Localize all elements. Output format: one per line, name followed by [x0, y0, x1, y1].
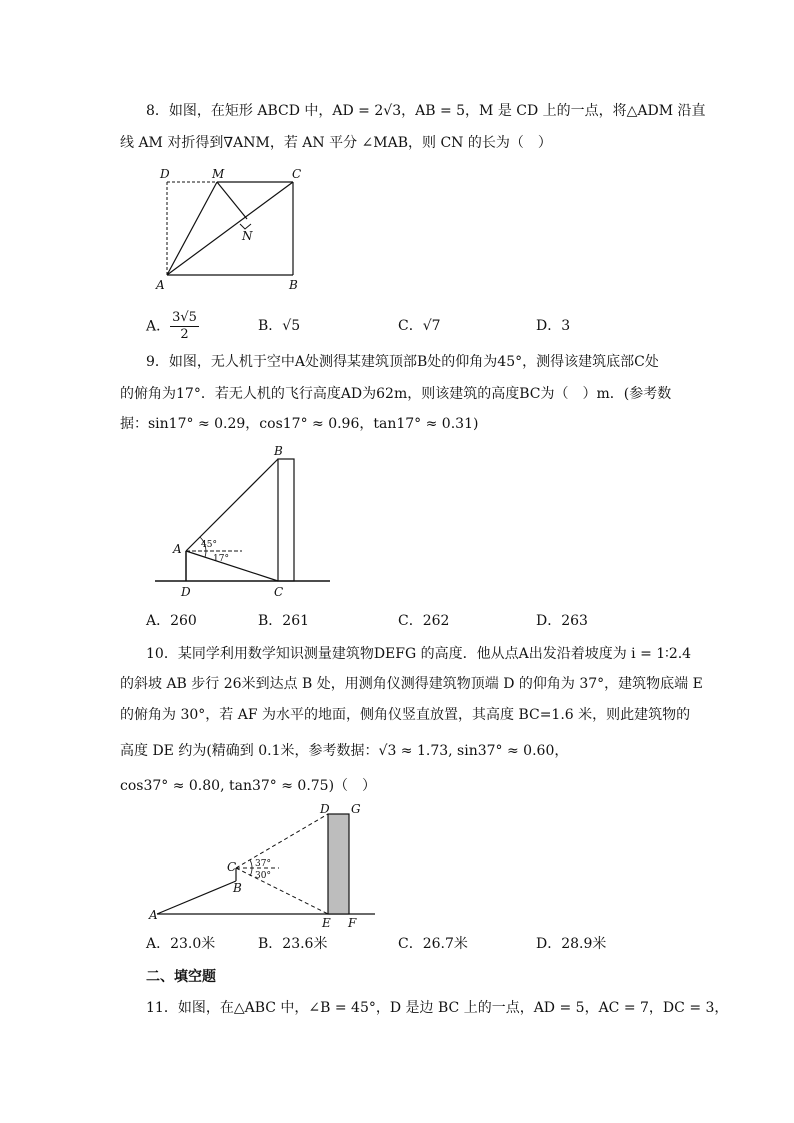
- q9-option-c: C．262: [398, 613, 450, 629]
- q9-line-2: 的俯角为17°．若无人机的飞行高度AD为62m，则该建筑的高度BC为（ ）m．(参考数: [120, 386, 672, 402]
- q10-figure: [145, 800, 385, 932]
- q10-label-c: C: [227, 860, 237, 874]
- q9-line-3: 据：sin17° ≈ 0.29，cos17° ≈ 0.96，tan17° ≈ 0.31): [120, 416, 479, 432]
- q10-line-4: 高度 DE 约为(精确到 0.1米，参考数据：√3 ≈ 1.73, sin37° ≈ 0.60，: [120, 743, 569, 759]
- q8-label-d: D: [160, 167, 170, 181]
- q10-option-a: A．23.0米: [146, 936, 216, 952]
- q10-label-g: G: [351, 802, 361, 816]
- q8-option-a-numerator: 3√5: [172, 310, 197, 325]
- q10-option-c: C．26.7米: [398, 936, 468, 952]
- q8-label-n: N: [242, 229, 253, 243]
- q8-figure: [150, 162, 310, 292]
- q10-angle-arc-30: [250, 868, 252, 876]
- q9-label-45deg: 45°: [201, 540, 217, 550]
- q10-building-defg: [328, 814, 349, 914]
- q8-option-a: [146, 310, 199, 343]
- q9-option-a: A．260: [146, 613, 197, 629]
- q10-slope-ab: [157, 881, 236, 914]
- q8-option-b: B．√5: [258, 318, 301, 334]
- q8-line-1: 8．如图，在矩形 ABCD 中，AD = 2√3，AB = 5，M 是 CD 上的一点，将△ADM 沿直: [146, 103, 706, 119]
- q8-label-b: B: [289, 278, 298, 292]
- q9-segment-ac: [186, 551, 278, 581]
- q10-label-e: E: [322, 916, 331, 930]
- q10-label-37deg: 37°: [255, 859, 271, 869]
- q8-label-a: A: [156, 278, 165, 292]
- q10-label-a: A: [149, 908, 158, 922]
- q8-option-c: C．√7: [398, 318, 441, 334]
- q8-segment-am: [167, 182, 217, 275]
- q10-sight-line-ce: [236, 868, 328, 914]
- q10-label-d: D: [320, 802, 330, 816]
- q8-option-a-label: A．: [146, 318, 171, 335]
- q9-label-a: A: [173, 542, 182, 556]
- q10-label-b: B: [233, 881, 242, 895]
- q9-label-c: C: [274, 585, 284, 599]
- q10-line-5: cos37° ≈ 0.80, tan37° ≈ 0.75)（ ）: [120, 778, 377, 794]
- q10-line-3: 的俯角为 30°，若 AF 为水平的地面，侧角仪竖直放置，其高度 BC=1.6 米，则此建筑物的: [120, 707, 691, 723]
- q10-option-d: D．28.9米: [536, 936, 607, 952]
- q11-line-1: 11．如图，在△ABC 中，∠B = 45°，D 是边 BC 上的一点，AD = 5，AC = 7，DC = 3，: [146, 1000, 729, 1016]
- q8-option-a-fraction: [170, 310, 199, 343]
- q9-angle-arc-17: [205, 551, 206, 557]
- q9-label-17deg: 17°: [213, 554, 229, 564]
- q9-building: [278, 459, 294, 581]
- q8-label-m: M: [212, 167, 225, 181]
- q8-line-2: 线 AM 对折得到∇ANM，若 AN 平分 ∠MAB，则 CN 的长为（ ）: [120, 135, 552, 151]
- q8-segment-ac: [167, 182, 293, 275]
- q10-angle-arc-37: [250, 860, 252, 868]
- q9-option-b: B．261: [258, 613, 310, 629]
- q9-line-1: 9．如图，无人机于空中A处测得某建筑顶部B处的仰角为45°，测得该建筑底部C处: [146, 354, 659, 370]
- q9-option-d: D．263: [536, 613, 588, 629]
- q9-label-d: D: [181, 585, 191, 599]
- q10-line-1: 10．某同学利用数学知识测量建筑物DEFG 的高度．他从点A出发沿着坡度为 i = 1∶2.4: [146, 646, 692, 662]
- q9-figure: [150, 443, 340, 603]
- q10-label-30deg: 30°: [255, 871, 271, 881]
- q8-option-a-denominator: 2: [180, 327, 189, 342]
- section-title-fill-in: 二、填空题: [146, 969, 216, 985]
- q10-sight-line-cd: [236, 814, 328, 868]
- q8-label-c: C: [292, 167, 302, 181]
- q9-label-b: B: [274, 444, 283, 458]
- q8-option-d: D．3: [536, 318, 571, 334]
- q10-label-f: F: [348, 916, 357, 930]
- q10-line-2: 的斜坡 AB 步行 26米到达点 B 处，用测角仪测得建筑物顶端 D 的仰角为 37°，建筑物底端 E: [120, 676, 703, 692]
- q8-segment-mn: [217, 182, 247, 219]
- q9-segment-ab: [186, 459, 278, 551]
- q10-option-b: B．23.6米: [258, 936, 328, 952]
